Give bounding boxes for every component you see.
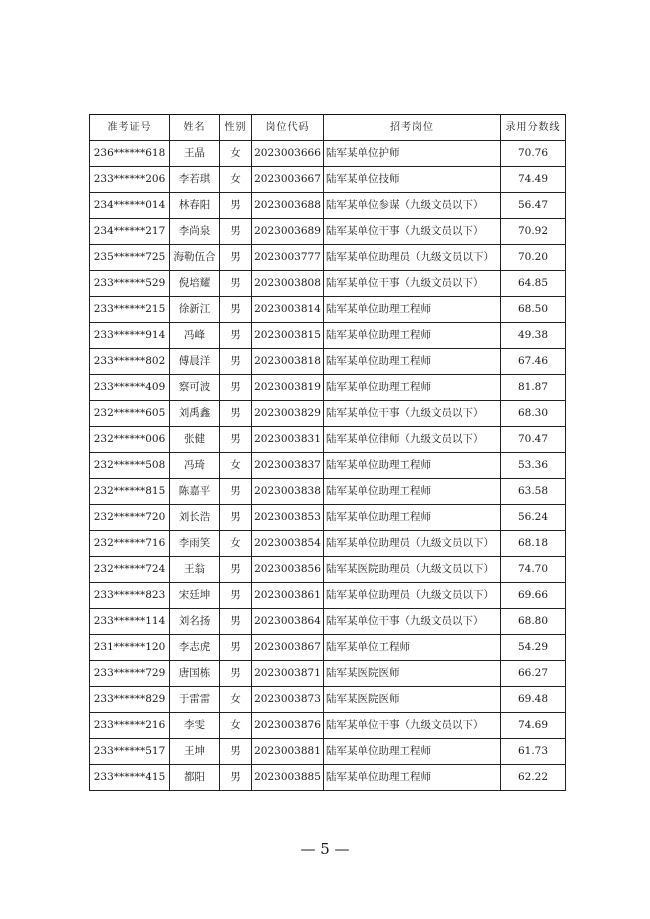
- score-cell: 74.70: [501, 557, 566, 583]
- exam-id-cell: 233******829: [90, 687, 170, 713]
- sex-cell: 女: [220, 453, 252, 479]
- score-cell: 70.47: [501, 427, 566, 453]
- position-code-cell: 2023003885: [252, 765, 324, 791]
- position-cell: 陆军某单位助理工程师: [324, 479, 501, 505]
- position-cell: 陆军某单位助理工程师: [324, 375, 501, 401]
- sex-cell: 男: [220, 375, 252, 401]
- position-code-cell: 2023003667: [252, 167, 324, 193]
- position-code-cell: 2023003829: [252, 401, 324, 427]
- score-cell: 74.49: [501, 167, 566, 193]
- position-code-cell: 2023003814: [252, 297, 324, 323]
- score-cell: 68.30: [501, 401, 566, 427]
- name-cell: 张健: [170, 427, 220, 453]
- table-row: [90, 505, 566, 531]
- name-cell: 海勒伍合: [170, 245, 220, 271]
- name-cell: 李尚泉: [170, 219, 220, 245]
- exam-id-cell: 233******206: [90, 167, 170, 193]
- exam-id-cell: 236******618: [90, 141, 170, 167]
- position-cell: 陆军某医院医师: [324, 687, 501, 713]
- score-cell: 64.85: [501, 271, 566, 297]
- position-cell: 陆军某单位助理员（九级文员以下）: [324, 531, 501, 557]
- sex-cell: 男: [220, 427, 252, 453]
- name-cell: 李志虎: [170, 635, 220, 661]
- position-cell: 陆军某单位助理工程师: [324, 453, 501, 479]
- table-row: [90, 401, 566, 427]
- sex-cell: 男: [220, 505, 252, 531]
- header-exam-id: 准考证号: [90, 115, 170, 141]
- score-cell: 54.29: [501, 635, 566, 661]
- score-cell: 69.48: [501, 687, 566, 713]
- position-cell: 陆军某单位律师（九级文员以下）: [324, 427, 501, 453]
- exam-id-cell: 232******724: [90, 557, 170, 583]
- table-row: [90, 583, 566, 609]
- header-score: 录用分数线: [501, 115, 566, 141]
- name-cell: 李雯: [170, 713, 220, 739]
- score-cell: 74.69: [501, 713, 566, 739]
- position-code-cell: 2023003838: [252, 479, 324, 505]
- table-row: [90, 479, 566, 505]
- position-code-cell: 2023003808: [252, 271, 324, 297]
- position-cell: 陆军某单位干事（九级文员以下）: [324, 271, 501, 297]
- score-cell: 56.24: [501, 505, 566, 531]
- sex-cell: 男: [220, 401, 252, 427]
- score-cell: 69.66: [501, 583, 566, 609]
- name-cell: 察可波: [170, 375, 220, 401]
- header-position: 招考岗位: [324, 115, 501, 141]
- score-cell: 49.38: [501, 323, 566, 349]
- position-code-cell: 2023003854: [252, 531, 324, 557]
- exam-id-cell: 231******120: [90, 635, 170, 661]
- position-code-cell: 2023003867: [252, 635, 324, 661]
- table-row: [90, 557, 566, 583]
- position-cell: 陆军某单位助理工程师: [324, 505, 501, 531]
- sex-cell: 男: [220, 479, 252, 505]
- position-code-cell: 2023003666: [252, 141, 324, 167]
- position-cell: 陆军某医院医师: [324, 661, 501, 687]
- name-cell: 傅晨洋: [170, 349, 220, 375]
- sex-cell: 女: [220, 531, 252, 557]
- sex-cell: 男: [220, 271, 252, 297]
- table-row: [90, 609, 566, 635]
- name-cell: 宋廷坤: [170, 583, 220, 609]
- position-code-cell: 2023003819: [252, 375, 324, 401]
- table-row: [90, 453, 566, 479]
- table-row: [90, 739, 566, 765]
- name-cell: 冯峰: [170, 323, 220, 349]
- position-cell: 陆军某单位助理员（九级文员以下）: [324, 245, 501, 271]
- position-code-cell: 2023003837: [252, 453, 324, 479]
- position-cell: 陆军某单位助理工程师: [324, 765, 501, 791]
- sex-cell: 男: [220, 245, 252, 271]
- position-code-cell: 2023003853: [252, 505, 324, 531]
- exam-id-cell: 232******006: [90, 427, 170, 453]
- table-row: [90, 349, 566, 375]
- table-row: [90, 245, 566, 271]
- exam-id-cell: 234******217: [90, 219, 170, 245]
- sex-cell: 男: [220, 739, 252, 765]
- header-name: 姓名: [170, 115, 220, 141]
- position-code-cell: 2023003818: [252, 349, 324, 375]
- page-number: — 5 —: [300, 840, 350, 858]
- sex-cell: 男: [220, 349, 252, 375]
- exam-id-cell: 233******802: [90, 349, 170, 375]
- table-row: [90, 531, 566, 557]
- score-cell: 66.27: [501, 661, 566, 687]
- sex-cell: 女: [220, 167, 252, 193]
- exam-id-cell: 232******720: [90, 505, 170, 531]
- position-cell: 陆军某单位护师: [324, 141, 501, 167]
- position-cell: 陆军某单位助理工程师: [324, 349, 501, 375]
- sex-cell: 女: [220, 713, 252, 739]
- table-row: [90, 713, 566, 739]
- score-cell: 70.92: [501, 219, 566, 245]
- position-cell: 陆军某单位干事（九级文员以下）: [324, 401, 501, 427]
- position-code-cell: 2023003873: [252, 687, 324, 713]
- score-cell: 62.22: [501, 765, 566, 791]
- exam-id-cell: 233******415: [90, 765, 170, 791]
- name-cell: 刘禹鑫: [170, 401, 220, 427]
- sex-cell: 男: [220, 661, 252, 687]
- position-code-cell: 2023003871: [252, 661, 324, 687]
- name-cell: 李雨笑: [170, 531, 220, 557]
- table-header: [90, 115, 566, 141]
- table-row: [90, 375, 566, 401]
- table-row: [90, 323, 566, 349]
- score-cell: 68.80: [501, 609, 566, 635]
- table-row: [90, 219, 566, 245]
- exam-id-cell: 233******215: [90, 297, 170, 323]
- table-row: [90, 765, 566, 791]
- name-cell: 唐国栋: [170, 661, 220, 687]
- position-code-cell: 2023003815: [252, 323, 324, 349]
- table-row: [90, 141, 566, 167]
- name-cell: 王坤: [170, 739, 220, 765]
- position-code-cell: 2023003777: [252, 245, 324, 271]
- score-cell: 70.20: [501, 245, 566, 271]
- table-row: [90, 635, 566, 661]
- position-code-cell: 2023003881: [252, 739, 324, 765]
- score-cell: 67.46: [501, 349, 566, 375]
- score-cell: 63.58: [501, 479, 566, 505]
- sex-cell: 男: [220, 609, 252, 635]
- name-cell: 刘长浩: [170, 505, 220, 531]
- position-cell: 陆军某单位技师: [324, 167, 501, 193]
- exam-id-cell: 235******725: [90, 245, 170, 271]
- sex-cell: 男: [220, 557, 252, 583]
- sex-cell: 男: [220, 765, 252, 791]
- table-row: [90, 297, 566, 323]
- name-cell: 都阳: [170, 765, 220, 791]
- exam-id-cell: 232******508: [90, 453, 170, 479]
- position-cell: 陆军某单位工程师: [324, 635, 501, 661]
- exam-id-cell: 233******914: [90, 323, 170, 349]
- exam-id-cell: 233******409: [90, 375, 170, 401]
- position-cell: 陆军某单位干事（九级文员以下）: [324, 219, 501, 245]
- admission-score-table: [89, 114, 566, 791]
- name-cell: 冯琦: [170, 453, 220, 479]
- score-cell: 53.36: [501, 453, 566, 479]
- position-code-cell: 2023003856: [252, 557, 324, 583]
- exam-id-cell: 233******529: [90, 271, 170, 297]
- position-code-cell: 2023003689: [252, 219, 324, 245]
- score-cell: 68.50: [501, 297, 566, 323]
- sex-cell: 女: [220, 141, 252, 167]
- position-cell: 陆军某单位助理工程师: [324, 297, 501, 323]
- name-cell: 倪培耀: [170, 271, 220, 297]
- sex-cell: 男: [220, 193, 252, 219]
- position-code-cell: 2023003876: [252, 713, 324, 739]
- position-cell: 陆军某单位干事（九级文员以下）: [324, 609, 501, 635]
- name-cell: 陈嘉平: [170, 479, 220, 505]
- position-code-cell: 2023003864: [252, 609, 324, 635]
- sex-cell: 女: [220, 687, 252, 713]
- score-cell: 81.87: [501, 375, 566, 401]
- table-row: [90, 193, 566, 219]
- exam-id-cell: 232******716: [90, 531, 170, 557]
- position-code-cell: 2023003831: [252, 427, 324, 453]
- score-cell: 70.76: [501, 141, 566, 167]
- position-cell: 陆军某单位助理工程师: [324, 323, 501, 349]
- position-cell: 陆军某单位助理工程师: [324, 739, 501, 765]
- name-cell: 刘名扬: [170, 609, 220, 635]
- position-code-cell: 2023003688: [252, 193, 324, 219]
- exam-id-cell: 234******014: [90, 193, 170, 219]
- name-cell: 王翁: [170, 557, 220, 583]
- position-code-cell: 2023003861: [252, 583, 324, 609]
- name-cell: 徐新江: [170, 297, 220, 323]
- exam-id-cell: 233******114: [90, 609, 170, 635]
- table-row: [90, 427, 566, 453]
- exam-id-cell: 232******605: [90, 401, 170, 427]
- header-position-code: 岗位代码: [252, 115, 324, 141]
- name-cell: 于雷雷: [170, 687, 220, 713]
- exam-id-cell: 233******729: [90, 661, 170, 687]
- exam-id-cell: 233******823: [90, 583, 170, 609]
- sex-cell: 男: [220, 323, 252, 349]
- exam-id-cell: 233******216: [90, 713, 170, 739]
- table-row: [90, 271, 566, 297]
- sex-cell: 男: [220, 635, 252, 661]
- table-row: [90, 661, 566, 687]
- exam-id-cell: 232******815: [90, 479, 170, 505]
- position-cell: 陆军某单位参谋（九级文员以下）: [324, 193, 501, 219]
- sex-cell: 男: [220, 297, 252, 323]
- position-cell: 陆军某单位干事（九级文员以下）: [324, 713, 501, 739]
- score-cell: 56.47: [501, 193, 566, 219]
- score-cell: 68.18: [501, 531, 566, 557]
- position-cell: 陆军某单位助理员（九级文员以下）: [324, 583, 501, 609]
- score-cell: 61.73: [501, 739, 566, 765]
- name-cell: 李若琪: [170, 167, 220, 193]
- table-row: [90, 167, 566, 193]
- name-cell: 林春阳: [170, 193, 220, 219]
- exam-id-cell: 233******517: [90, 739, 170, 765]
- table-header-row: [90, 115, 566, 141]
- table-row: [90, 687, 566, 713]
- sex-cell: 男: [220, 219, 252, 245]
- position-cell: 陆军某医院助理员（九级文员以下）: [324, 557, 501, 583]
- sex-cell: 男: [220, 583, 252, 609]
- name-cell: 王晶: [170, 141, 220, 167]
- header-sex: 性别: [220, 115, 252, 141]
- table-body: [90, 141, 566, 791]
